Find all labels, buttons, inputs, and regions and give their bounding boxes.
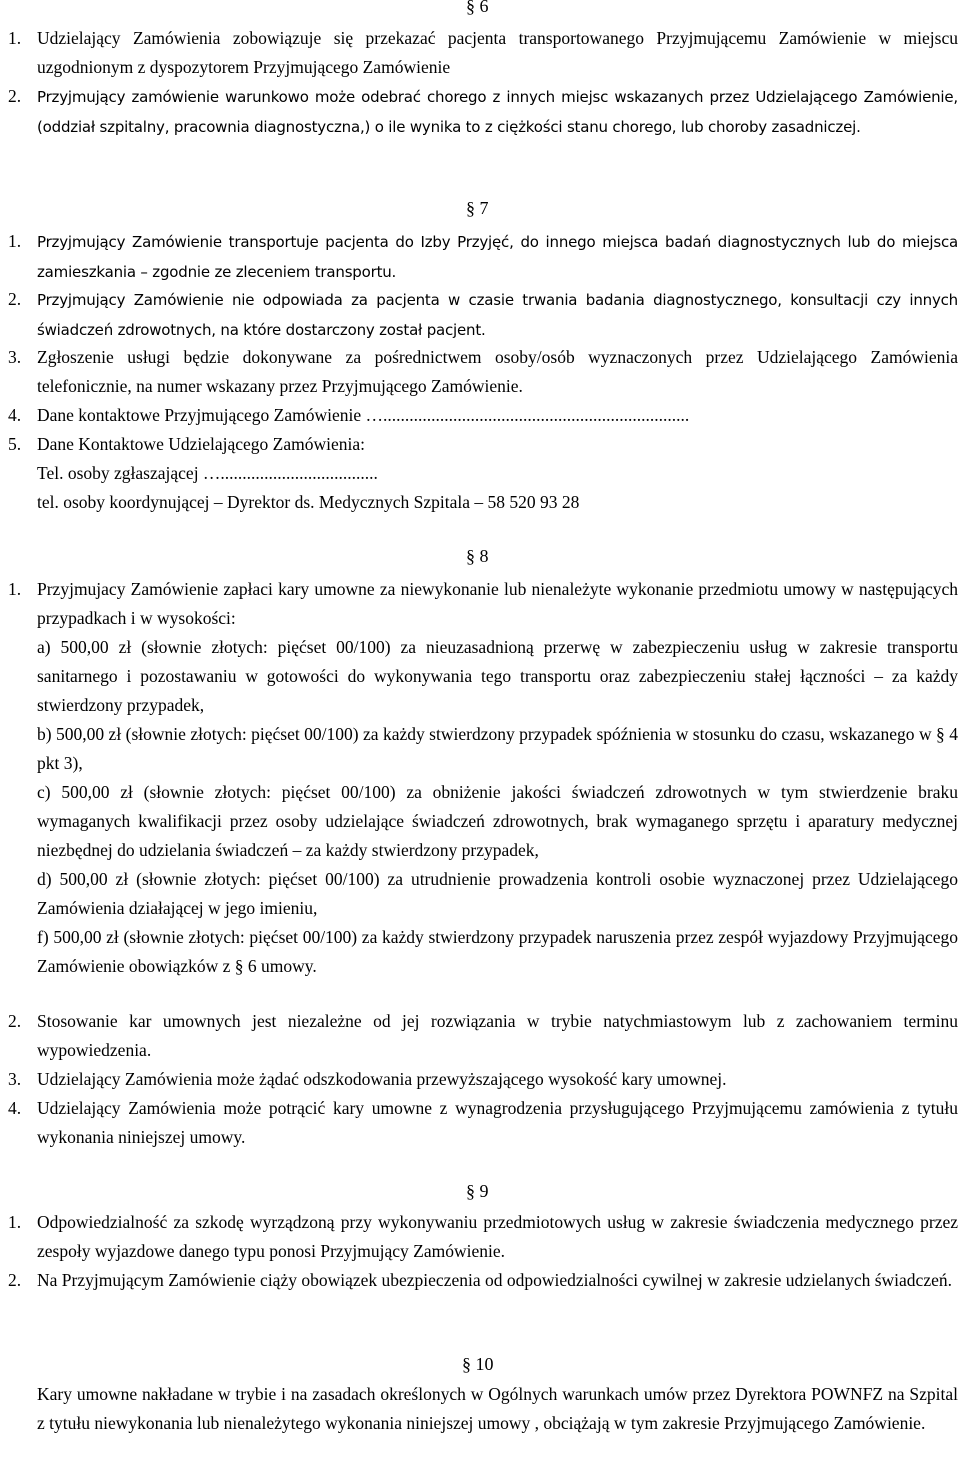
- s7-item-1-text: Przyjmujący Zamówienie transportuje pacjenta do Izby Przyjęć, do innego miejsca badań diagnostycznych lub do miejsca zamieszkania – zgodnie ze zleceniem transportu.: [37, 233, 958, 281]
- s8-item-1-sub-c: c) 500,00 zł (słownie złotych: pięćset 00/100) za obniżenie jakości świadczeń zdrowotnych w tym stwierdzenie braku wymaganych kwalifikacji przez osoby udzielające świadczeń zdrowotnych, brak wymaganego sprzętu i aparatury medycznej niezbędnej do udzielania świadczeń – za każdy stwierdzony przypadek,: [37, 782, 958, 860]
- s8-item-1-number: 1.: [8, 579, 22, 599]
- s7-item-3-number: 3.: [8, 347, 22, 367]
- s6-item-1-number: 1.: [8, 28, 22, 48]
- s7-item-4-number: 4.: [8, 405, 22, 425]
- s9-item-2-number: 2.: [8, 1270, 22, 1290]
- s8-item-1-text: Przyjmujacy Zamówienie zapłaci kary umowne za niewykonanie lub nienależyte wykonanie przedmiotu umowy w następujących przypadkach i w wysokości:: [37, 579, 958, 628]
- s7-item-3: [8, 343, 958, 401]
- s7-item-5-phone-reporter: Tel. osoby zgłaszającej …....................................: [37, 463, 378, 483]
- s7-item-2-number: 2.: [8, 289, 22, 309]
- s7-item-5-phone-coordinator: tel. osoby koordynującej – Dyrektor ds. Medycznych Szpitala – 58 520 93 28: [37, 492, 580, 512]
- s9-item-1: [8, 1208, 958, 1266]
- s7-item-2-text: Przyjmujący Zamówienie nie odpowiada za pacjenta w czasie trwania badania diagnostycznego, konsultacji czy innych świadczeń zdrowotnych, na które dostarczony został pacjent.: [37, 291, 958, 339]
- s8-item-4-text: Udzielający Zamówienia może potrącić kary umowne z wynagrodzenia przysługującego Przyjmującemu zamówienia z tytułu wykonania niniejszej umowy.: [37, 1098, 958, 1147]
- s7-item-2: [8, 285, 958, 345]
- s8-item-3-text: Udzielający Zamówienia może żądać odszkodowania przewyższającego wysokość kary umownej.: [37, 1069, 727, 1089]
- s8-item-2-number: 2.: [8, 1011, 22, 1031]
- section-10-heading: § 10: [462, 1354, 494, 1374]
- s8-item-1-sub-d: d) 500,00 zł (słownie złotych: pięćset 00/100) za utrudnienie prowadzenia kontroli osobie wyznaczonej przez Udzielającego Zamówienia działającej w jego imieniu,: [37, 869, 958, 918]
- s8-item-4: [8, 1094, 958, 1152]
- section-9-heading: § 9: [466, 1181, 489, 1201]
- s7-item-5-number: 5.: [8, 434, 22, 454]
- s8-item-4-number: 4.: [8, 1098, 22, 1118]
- s7-item-5: [8, 430, 958, 517]
- s9-item-2: [8, 1266, 958, 1295]
- section-8-heading: § 8: [466, 546, 489, 566]
- s10-paragraph: [8, 1380, 958, 1438]
- s8-item-2-text: Stosowanie kar umownych jest niezależne od jej rozwiązania w trybie natychmiastowym lub z zachowaniem terminu wypowiedzenia.: [37, 1011, 958, 1060]
- s10-text: Kary umowne nakładane w trybie i na zasadach określonych w Ogólnych warunkach umów przez Dyrektora POWNFZ na Szpital z tytułu niewykonania lub nienależytego wykonania niniejszej umowy , obciążają w tym zakresie Przyjmującego Zamówienie.: [37, 1384, 958, 1433]
- s7-item-1: [8, 227, 958, 287]
- section-6-heading: § 6: [466, 0, 489, 16]
- s8-item-3: [8, 1065, 958, 1094]
- s6-item-1-text: Udzielający Zamówienia zobowiązuje się przekazać pacjenta transportowanego Przyjmującemu Zamówienie w miejscu uzgodnionym z dyspozytorem Przyjmującego Zamówienie: [37, 28, 958, 77]
- s7-item-3-text: Zgłoszenie usługi będzie dokonywane za pośrednictwem osoby/osób wyznaczonych przez Udzielającego Zamówienia telefonicznie, na numer wskazany przez Przyjmującego Zamówienie.: [37, 347, 958, 396]
- s6-item-2-number: 2.: [8, 86, 22, 106]
- s7-item-4: [8, 401, 958, 430]
- s8-item-1-sub-f: f) 500,00 zł (słownie złotych: pięćset 00/100) za każdy stwierdzony przypadek naruszenia przez zespół wyjazdowy Przyjmującego Zamówienie obowiązków z § 6 umowy.: [37, 927, 958, 976]
- s8-item-3-number: 3.: [8, 1069, 22, 1089]
- s8-item-1: [8, 575, 958, 981]
- s8-item-1-sub-b: b) 500,00 zł (słownie złotych: pięćset 00/100) za każdy stwierdzony przypadek spóźnienia w stosunku do czasu, wskazanego w § 4 pkt 3),: [37, 724, 958, 773]
- s9-item-2-text: Na Przyjmującym Zamówienie ciąży obowiązek ubezpieczenia od odpowiedzialności cywilnej w zakresie udzielanych świadczeń.: [37, 1270, 952, 1290]
- s6-item-1: [8, 24, 958, 82]
- s6-item-2: [8, 82, 958, 142]
- s6-item-2-text: Przyjmujący zamówienie warunkowo może odebrać chorego z innych miejsc wskazanych przez Udzielającego Zamówienie, (oddział szpitalny, pracownia diagnostyczna,) o ile wynika to z ciężkości stanu chorego, lub choroby zasadniczej.: [37, 88, 958, 136]
- section-7-heading: § 7: [466, 198, 489, 218]
- s8-item-2: [8, 1007, 958, 1065]
- s7-item-1-number: 1.: [8, 231, 22, 251]
- s8-item-1-sub-a: a) 500,00 zł (słownie złotych: pięćset 00/100) za nieuzasadnioną przerwę w zabezpieczeniu usług w zakresie transportu sanitarnego i pozostawaniu w gotowości do wykonywania tego transportu oraz zabezpieczeniu stałej łączności – za każdy stwierdzony przypadek,: [37, 637, 958, 715]
- s7-item-4-text: Dane kontaktowe Przyjmującego Zamówienie …......................................................................: [37, 405, 690, 425]
- s9-item-1-text: Odpowiedzialność za szkodę wyrządzoną przy wykonywaniu przedmiotowych usług w zakresie świadczenia medycznego przez zespoły wyjazdowe danego typu ponosi Przyjmujący Zamówienie.: [37, 1212, 958, 1261]
- s7-item-5-text: Dane Kontaktowe Udzielającego Zamówienia:: [37, 434, 365, 454]
- s9-item-1-number: 1.: [8, 1212, 22, 1232]
